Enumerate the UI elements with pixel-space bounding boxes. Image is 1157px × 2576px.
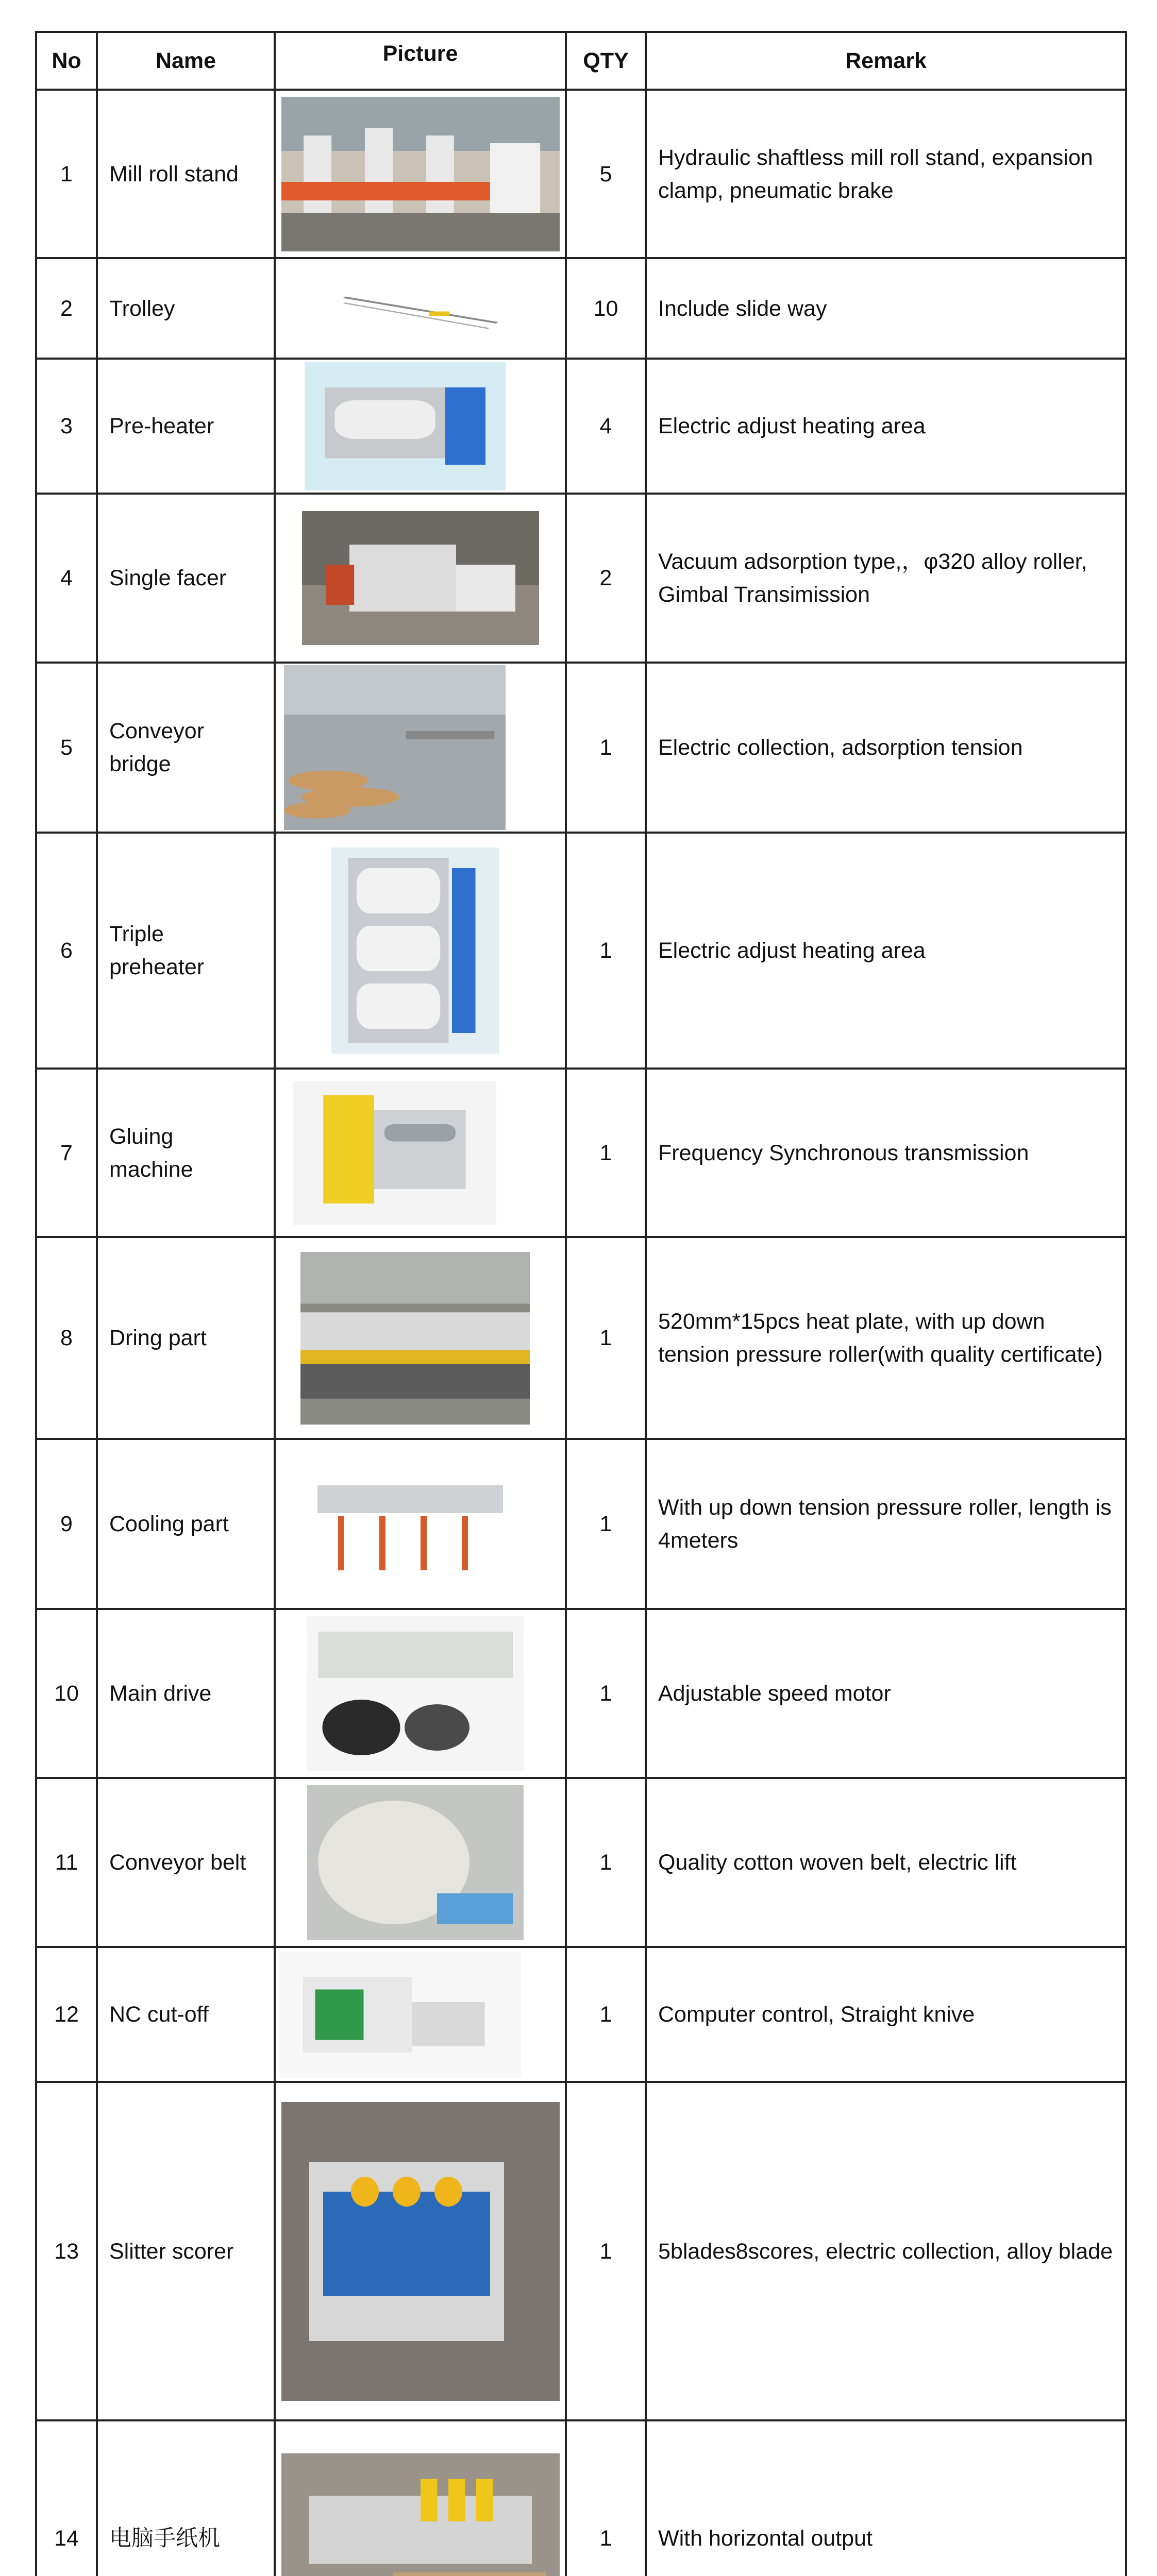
row-number: 13 (36, 2082, 97, 2420)
row-name: Dring part (97, 1237, 275, 1439)
row-name: Cooling part (97, 1439, 275, 1609)
table-row (36, 1069, 1126, 1237)
table-row (36, 1947, 1126, 2082)
row-qty: 1 (566, 1609, 646, 1778)
row-picture-cell (275, 90, 566, 258)
row-qty: 1 (566, 1947, 646, 2082)
pre-heater-photo (305, 362, 506, 490)
triple-preheater-photo (331, 848, 499, 1054)
row-picture-cell (275, 1778, 566, 1947)
gluing-machine-photo (293, 1081, 496, 1225)
row-qty: 1 (566, 2082, 646, 2420)
row-picture-cell (275, 1947, 566, 2082)
row-number: 10 (36, 1609, 97, 1778)
header-picture: Picture (275, 32, 566, 90)
header-row (36, 32, 1126, 90)
row-remark: Frequency Synchronous transmission (646, 1069, 1126, 1237)
row-qty: 1 (566, 1237, 646, 1439)
row-picture-cell (275, 1439, 566, 1609)
row-picture-cell (275, 1069, 566, 1237)
row-number: 11 (36, 1778, 97, 1947)
row-picture-cell (275, 1609, 566, 1778)
row-qty: 10 (566, 258, 646, 359)
row-remark: With up down tension pressure roller, length is 4meters (646, 1439, 1126, 1609)
header-qty: QTY (566, 32, 646, 90)
table-row (36, 1237, 1126, 1439)
row-number: 5 (36, 663, 97, 833)
mill-roll-stand-photo (281, 97, 560, 251)
single-facer-photo (302, 511, 539, 645)
table-row (36, 1778, 1126, 1947)
cooling-part-photo (307, 1447, 513, 1601)
trolley-photo (336, 280, 506, 337)
row-name: Gluing machine (97, 1069, 275, 1237)
row-remark: 520mm*15pcs heat plate, with up down tension pressure roller(with quality certificate) (646, 1237, 1126, 1439)
row-name: Single facer (97, 494, 275, 663)
row-number: 12 (36, 1947, 97, 2082)
row-name: Mill roll stand (97, 90, 275, 258)
row-remark: Electric adjust heating area (646, 359, 1126, 494)
row-number: 7 (36, 1069, 97, 1237)
table-row (36, 90, 1126, 258)
row-number: 14 (36, 2420, 97, 2576)
table-row (36, 359, 1126, 494)
row-picture-cell (275, 833, 566, 1069)
row-name: Slitter scorer (97, 2082, 275, 2420)
row-remark: 5blades8scores, electric collection, alloy blade (646, 2082, 1126, 2420)
row-number: 9 (36, 1439, 97, 1609)
row-picture-cell (275, 2082, 566, 2420)
row-name: NC cut-off (97, 1947, 275, 2082)
table-row (36, 1439, 1126, 1609)
table-row (36, 2420, 1126, 2576)
row-qty: 4 (566, 359, 646, 494)
row-remark: Include slide way (646, 258, 1126, 359)
row-qty: 5 (566, 90, 646, 258)
row-name: Trolley (97, 258, 275, 359)
row-qty: 1 (566, 1069, 646, 1237)
table-row (36, 494, 1126, 663)
header-remark: Remark (646, 32, 1126, 90)
row-remark: Quality cotton woven belt, electric lift (646, 1778, 1126, 1947)
main-drive-photo (307, 1616, 524, 1771)
row-name: Triple preheater (97, 833, 275, 1069)
row-remark: Adjustable speed motor (646, 1609, 1126, 1778)
row-name: Conveyor belt (97, 1778, 275, 1947)
row-number: 2 (36, 258, 97, 359)
row-qty: 2 (566, 494, 646, 663)
table-row (36, 833, 1126, 1069)
row-name: Main drive (97, 1609, 275, 1778)
row-name: Conveyor bridge (97, 663, 275, 833)
row-qty: 1 (566, 2420, 646, 2576)
conveyor-bridge-photo (284, 665, 506, 830)
row-qty: 1 (566, 1778, 646, 1947)
row-number: 4 (36, 494, 97, 663)
row-picture-cell (275, 663, 566, 833)
row-qty: 1 (566, 1439, 646, 1609)
row-picture-cell (275, 1237, 566, 1439)
row-picture-cell (275, 2420, 566, 2576)
nc-cut-off-photo (279, 1952, 521, 2078)
drying-part-photo (300, 1252, 530, 1425)
row-name: Pre-heater (97, 359, 275, 494)
row-remark: Electric collection, adsorption tension (646, 663, 1126, 833)
equipment-table (35, 31, 1127, 2576)
row-remark: Electric adjust heating area (646, 833, 1126, 1069)
conveyor-belt-photo (307, 1785, 524, 1940)
row-remark: Vacuum adsorption type,，φ320 alloy roller, Gimbal Transimission (646, 494, 1126, 663)
table-row (36, 258, 1126, 359)
row-qty: 1 (566, 663, 646, 833)
table-row (36, 663, 1126, 833)
table-row (36, 2082, 1126, 2420)
row-number: 6 (36, 833, 97, 1069)
header-no: No (36, 32, 97, 90)
slitter-scorer-photo (281, 2102, 560, 2401)
row-number: 3 (36, 359, 97, 494)
row-remark: With horizontal output (646, 2420, 1126, 2576)
row-picture-cell (275, 258, 566, 359)
row-picture-cell (275, 359, 566, 494)
row-qty: 1 (566, 833, 646, 1069)
stacker-photo (281, 2453, 560, 2576)
row-name: 电脑手纸机 (97, 2420, 275, 2576)
row-number: 1 (36, 90, 97, 258)
row-remark: Computer control, Straight knive (646, 1947, 1126, 2082)
row-remark: Hydraulic shaftless mill roll stand, expansion clamp, pneumatic brake (646, 90, 1126, 258)
row-number: 8 (36, 1237, 97, 1439)
row-picture-cell (275, 494, 566, 663)
header-name: Name (97, 32, 275, 90)
table-row (36, 1609, 1126, 1778)
